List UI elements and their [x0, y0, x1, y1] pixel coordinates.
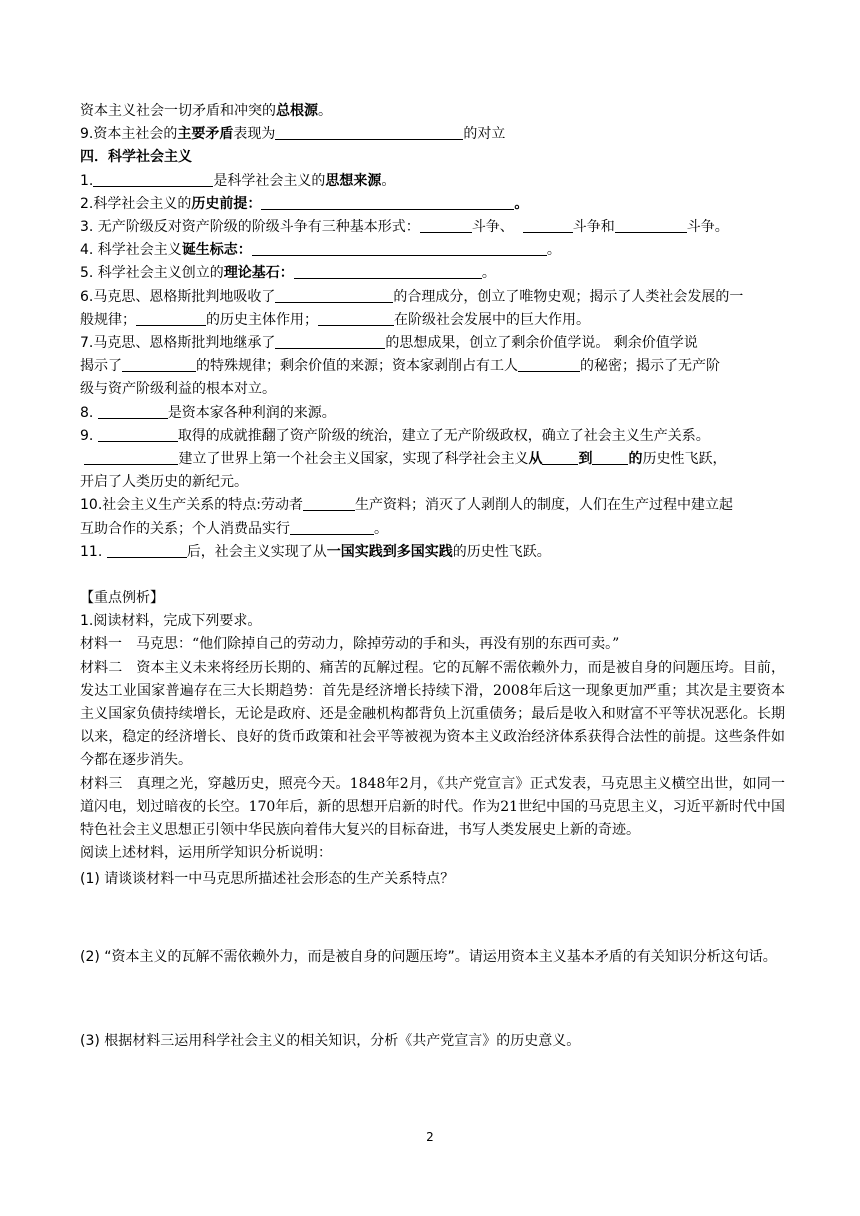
emphasis: 诞生标志：	[181, 242, 252, 259]
fill-blank[interactable]	[98, 403, 168, 419]
emphasis: 主要矛盾	[177, 126, 234, 143]
text: 生产资料；消灭了人剥削人的制度，人们在生产过程中建立起	[354, 497, 733, 514]
worksheet-page	[80, 100, 785, 1052]
item-4	[80, 239, 785, 262]
text: 揭示了	[80, 358, 122, 375]
text: 在阶级社会发展中的巨大作用。	[394, 311, 590, 328]
emphasis: 历史前提：	[191, 195, 262, 212]
fill-blank[interactable]	[275, 333, 385, 349]
question-1: 1.阅读材料，完成下列要求。	[80, 613, 262, 630]
item-7-line-3: 级与资产阶级利益的根本对立。	[80, 381, 276, 398]
fill-blank[interactable]	[136, 310, 206, 326]
sub-question-2: (2) “资本主义的瓦解不需依赖外力，而是被自身的问题压垮”。请运用资本主义基本矛盾的有关知识分析这句话。	[80, 948, 777, 965]
fill-blank[interactable]	[107, 542, 187, 558]
text: 的特殊规律；剩余价值的来源；资本家剥削占有工人	[196, 358, 518, 375]
text: 。	[546, 242, 561, 259]
fill-blank[interactable]	[98, 426, 178, 442]
text: 11.	[80, 543, 107, 560]
item-9-line-2	[80, 448, 785, 471]
answer-space[interactable]	[80, 968, 785, 1030]
item-6-line-1	[80, 286, 785, 309]
fill-blank[interactable]	[275, 287, 393, 303]
text: 9.资本主社会的	[80, 126, 178, 143]
item-10-line-2	[80, 518, 785, 541]
fill-blank[interactable]	[420, 217, 472, 233]
fill-blank[interactable]	[84, 449, 178, 465]
fill-blank[interactable]	[523, 217, 573, 233]
fill-blank[interactable]	[303, 495, 355, 511]
item-2	[80, 193, 785, 216]
text: 建立了世界上第一个社会主义国家，实现了科学社会主义	[178, 451, 529, 468]
text: 3. 无产阶级反对资产阶级的阶级斗争有三种基本形式：	[80, 219, 420, 236]
material-2: 材料二 资本主义未来将经历长期的、痛苦的瓦解过程。它的瓦解不需依赖外力，而是被自身的问题压垮。目前，发达工业国家普遍存在三大长期趋势：首先是经济增长持续下滑，2008年后这一现象更加严重；其次是主要资本主义国家负债持续增长，无论是政府、还是金融机构都背负上沉重债务；最后是收入和财富不平等状况恶化。长期以来，稳定的经济增长、良好的货币政策和社会平等被视为资本主义政治经济体系获得合法性的前提。这些条件如今都在逐步消失。	[80, 659, 785, 769]
instruction: 阅读上述材料，运用所学知识分析说明：	[80, 845, 332, 862]
fill-blank[interactable]	[542, 449, 578, 465]
section-heading: 四．科学社会主义	[80, 149, 192, 166]
emphasis: 的	[628, 451, 643, 468]
text: 。	[318, 103, 332, 119]
emphasis: 从	[528, 451, 543, 468]
text: 7.马克思、恩格斯批判地继承了	[80, 335, 276, 352]
text: 的秘密；揭示了无产阶	[580, 358, 720, 375]
text: 。	[481, 265, 496, 282]
fill-blank[interactable]	[592, 449, 628, 465]
item-7-line-2	[80, 355, 785, 378]
text: 表现为	[233, 126, 276, 143]
text: 9.	[80, 427, 98, 444]
text: 的历史性飞跃。	[452, 543, 551, 560]
spacer	[80, 564, 785, 587]
fill-blank[interactable]	[275, 124, 463, 140]
text: 。	[381, 172, 396, 189]
text: 的对立	[463, 126, 506, 143]
item-9-line-3: 开启了人类历史的新纪元。	[80, 474, 248, 491]
text: 1.	[80, 172, 94, 189]
item-9-line-1	[80, 425, 785, 448]
emphasis: 到	[578, 451, 593, 468]
text: 8.	[80, 404, 98, 421]
item-3	[80, 216, 785, 239]
material-3: 材料三 真理之光，穿越历史，照亮今天。1848年2月，《共产党宣言》正式发表，马克思主义横空出世，如同一道闪电，划过暗夜的长空。170年后，新的思想开启新的时代。作为21世纪中国的马克思主义，习近平新时代中国特色社会主义思想正引领中华民族向着伟大复兴的目标奋进，书写人类发展史上新的奇迹。	[80, 775, 785, 839]
text: 的合理成分，创立了唯物史观；揭示了人类社会发展的一	[393, 288, 744, 305]
fill-blank[interactable]	[518, 356, 580, 372]
emphasis: 思想来源	[325, 172, 382, 189]
item-10-line-1	[80, 494, 785, 517]
text: 4. 科学社会主义	[80, 242, 182, 259]
text: 般规律；	[80, 311, 136, 328]
text: 资本主义社会一切矛盾和冲突的	[80, 103, 276, 119]
item-8	[80, 402, 785, 425]
item-1	[80, 170, 785, 193]
item-9-main-contradiction	[80, 123, 785, 146]
page-number: 2	[426, 1130, 434, 1144]
text: 5. 科学社会主义创立的	[80, 265, 224, 282]
item-5	[80, 262, 785, 285]
item-7-line-1	[80, 332, 785, 355]
fill-blank[interactable]	[252, 240, 547, 256]
text: 的历史主体作用；	[206, 311, 318, 328]
text: 取得的成就推翻了资产阶级的统治，建立了无产阶级政权，确立了社会主义生产关系。	[177, 427, 710, 444]
text: 2.科学社会主义的	[80, 195, 192, 212]
fill-blank[interactable]	[615, 217, 687, 233]
fill-blank[interactable]	[294, 263, 482, 279]
emphasis: 总根源	[276, 103, 318, 119]
answer-space[interactable]	[80, 890, 785, 946]
item-11	[80, 541, 785, 564]
text: 是资本家各种利润的来源。	[167, 404, 336, 421]
fill-blank[interactable]	[93, 171, 213, 187]
fill-blank[interactable]	[290, 519, 374, 535]
material-1: 材料一 马克思：“他们除掉自己的劳动力，除掉劳动的手和头，再没有别的东西可卖。”	[80, 636, 620, 653]
text: 斗争和	[572, 219, 615, 236]
text: 。	[374, 520, 388, 537]
text: 6.马克思、恩格斯批判地吸收了	[80, 288, 276, 305]
text: 斗争、	[471, 219, 514, 236]
text: 斗争。	[686, 219, 729, 236]
text: 后，社会主义实现了从	[186, 543, 327, 560]
emphasis: 一国实践到多国实践	[326, 543, 453, 560]
text: 10.社会主义生产关系的特点:劳动者	[80, 497, 303, 514]
example-heading: 【重点例析】	[80, 590, 164, 607]
text: 。	[514, 195, 529, 212]
text: 互助合作的关系；个人消费品实行	[80, 520, 290, 537]
line-root-cause	[80, 100, 785, 123]
emphasis: 理论基石：	[223, 265, 294, 282]
fill-blank[interactable]	[318, 310, 394, 326]
fill-blank[interactable]	[261, 194, 514, 210]
fill-blank[interactable]	[122, 356, 196, 372]
item-6-line-2	[80, 309, 785, 332]
sub-question-3: (3) 根据材料三运用科学社会主义的相关知识，分析《共产党宣言》的历史意义。	[80, 1032, 581, 1049]
sub-question-1: (1) 请谈谈材料一中马克思所描述社会形态的生产关系特点？	[80, 870, 455, 887]
text: 是科学社会主义的	[213, 172, 326, 189]
text: 历史性飞跃，	[642, 451, 727, 468]
text: 的思想成果，创立了剩余价值学说。 剩余价值学说	[385, 335, 698, 352]
